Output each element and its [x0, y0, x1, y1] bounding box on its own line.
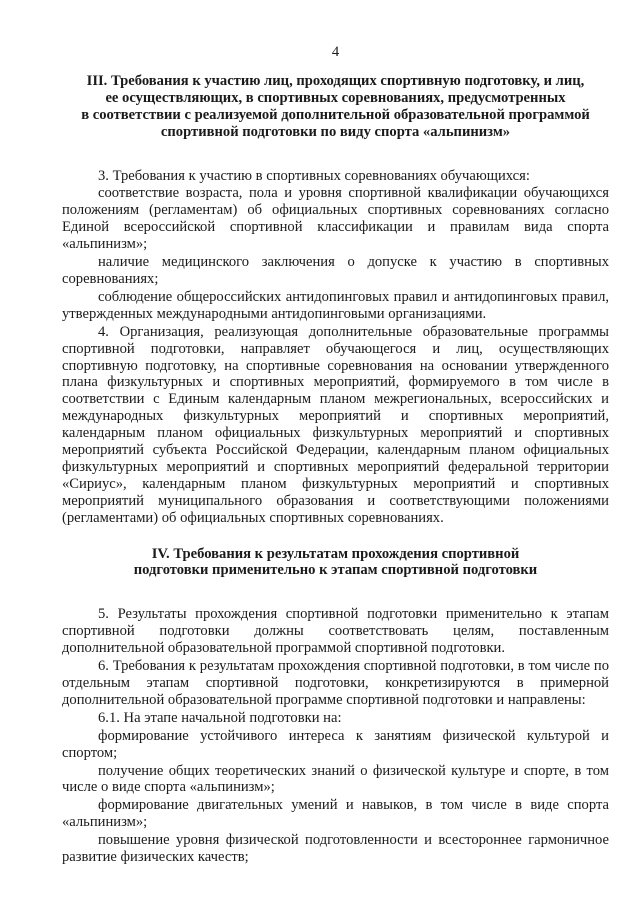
section-4-body	[62, 606, 609, 866]
paragraph: получение общих теоретических знаний о физической культуре и спорте, в том числе о виде спорта «альпинизм»;	[62, 762, 609, 796]
paragraph: соответствие возраста, пола и уровня спортивной квалификации обучающихся положениям (регламентам) об официальных спортивных соревнованиях согласно Единой всероссийской спортивной классификации и правилам вида спорта «альпинизм»;	[62, 185, 609, 253]
paragraph: 3. Требования к участию в спортивных соревнованиях обучающихся:	[98, 167, 530, 184]
paragraph: 6.1. На этапе начальной подготовки на:	[98, 709, 342, 726]
heading-line: в соответствии с реализуемой дополнительной образовательной программой	[81, 106, 590, 123]
heading-line: IV. Требования к результатам прохождения спортивной	[151, 545, 520, 562]
paragraph: 6. Требования к результатам прохождения спортивной подготовки, в том числе по отдельным этапам спортивной подготовки, конкретизируются в примерной дополнительной образовательной программе спортивной подготовки и направлены:	[62, 658, 609, 708]
heading-line: III. Требования к участию лиц, проходящих спортивную подготовку, и лиц,	[86, 72, 585, 89]
paragraph: 4. Организация, реализующая дополнительные образовательные программы спортивной подготовки, направляет обучающегося и лиц, осуществляющих спортивную подготовку, на спортивные соревнования на основании утвержденного плана физкультурных и спортивных мероприятий, формируемого в том числе в соответствии с Единым календарным планом межрегиональных, всероссийских и международных физкультурных мероприятий и спортивных мероприятий, календарным планом официальных физкультурных мероприятий и спортивных мероприятий субъекта Российской Федерации, календарным планом официальных физкультурных мероприятий и спортивных мероприятий федеральной территории «Сириус», календарным планом физкультурных мероприятий и спортивных мероприятий муниципального образования и соответствующими положениями (регламентами) об официальных спортивных соревнованиях.	[62, 323, 609, 526]
section-3-heading	[62, 73, 609, 141]
section-3-body	[62, 168, 609, 527]
paragraph: 5. Результаты прохождения спортивной подготовки применительно к этапам спортивной подготовки должны соответствовать целям, поставленным дополнительной образовательной программой спортивной подготовки.	[62, 606, 609, 657]
paragraph: повышение уровня физической подготовленности и всестороннее гармоничное развитие физических качеств;	[62, 832, 609, 866]
section-4-heading	[62, 546, 609, 580]
heading-line: ее осуществляющих, в спортивных соревнованиях, предусмотренных	[105, 89, 566, 106]
heading-line: подготовки применительно к этапам спортивной подготовки	[133, 562, 538, 579]
paragraph: наличие медицинского заключения о допуске к участию в спортивных соревнованиях;	[62, 254, 609, 287]
paragraph: формирование двигательных умений и навыков, в том числе в виде спорта «альпинизм»;	[62, 797, 609, 831]
paragraph: соблюдение общероссийских антидопинговых правил и антидопинговых правил, утвержденных международными антидопинговыми организациями.	[62, 288, 609, 322]
heading-line: спортивной подготовки по виду спорта «альпинизм»	[160, 123, 511, 140]
page-number: 4	[331, 44, 340, 60]
paragraph: формирование устойчивого интереса к занятиям физической культурой и спортом;	[62, 727, 609, 761]
